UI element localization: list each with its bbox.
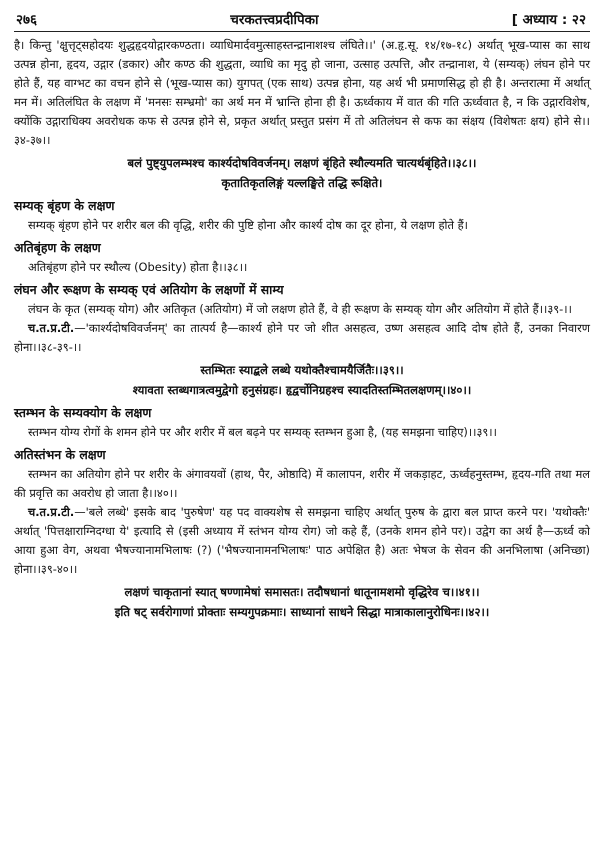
commentary-paragraph: है। किन्तु 'क्षुत्तृट्सहोदयः शुद्धहृदयोद्गारकण्ठता। व्याधिमार्दवमुत्साहस्तन्द्रानाशश्च लंघिते।।' (अ.हृ.सू. १४/१७-१८) अर्थात् भूख-प्यास का साथ उत्पन्न होना, हृदय, उद्गार (डकार) और कण्ठ की शुद्धता, व्याधि का मृदु हो जाना, उत्साह उत्पत्ति, और तन्द्रानाश, ये (सम्यक्) लंघन होने पर होते हैं, यह वाग्भट का वचन होने से (भूख-प्यास का) युगपत् (एक साथ) उत्पन्न होना, यह अर्थ भी प्रमाणसिद्ध हो ही है। अन्तरात्मा में अर्थात् मन में। अतिलंघित के लक्षण में 'मनसः सम्भ्रमो' का अर्थ मन में भ्रान्ति होना ही है। ऊर्ध्वकाय में वात की गति ऊर्ध्ववात है, न कि उद्गारविशेष, क्योंकि उद्गाराधिक्य अवरोधक कफ से उत्पन्न होने से, प्रकृत अर्थात् प्रस्तुत प्रसंग में तो अतिलंघन से कफ का संक्षय (विशेषतः क्षय) होने से।।३४-३७।। (14, 38, 590, 147)
body-paragraph: स्तम्भन योग्य रोगों के शमन होने पर और शरीर में बल बढ़ने पर सम्यक् स्तम्भन हुआ है, (यह समझना चाहिए)।।३९।। (28, 425, 497, 439)
body-paragraph: लंघन के कृत (सम्यक् योग) और अतिकृत (अतियोग) में जो लक्षण होते हैं, वे ही रूक्षण के सम्यक् योग और अतियोग में होते हैं।।३९-।। (28, 302, 572, 316)
commentary-label: च.त.प्र.टी. (28, 505, 75, 519)
book-title: चरकतत्त्वप्रदीपिका (230, 12, 319, 28)
commentary-label: च.त.प्र.टी. (28, 321, 75, 335)
header-rule (14, 31, 590, 32)
verse-line: श्यावता स्तब्धगात्रत्वमुद्वेगो हनुसंग्रहः। हृद्वर्चोनिग्रहश्च स्यादतिस्तम्भितलक्षणम्।।४०।। (132, 383, 472, 397)
section-heading: लंघन और रूक्षण के सम्यक् एवं अतियोग के लक्षणों में साम्य (14, 282, 284, 297)
body-paragraph: सम्यक् बृंहण होने पर शरीर बल की वृद्धि, शरीर की पुष्टि होना और कार्श्य दोष का दूर होना, ये लक्षण होते हैं। (28, 218, 468, 232)
page-number: २७६ (16, 12, 38, 28)
verse-38 (14, 153, 590, 193)
verse-line: बलं पुष्ट्युपलम्भश्च कार्श्यदोषविवर्जनम्। लक्षणं बृंहिते स्थौल्यमति चात्यर्थबृंहिते।।३८।। (127, 156, 477, 170)
commentary-text: —'बले लब्धे' इसके बाद 'पुरुषेण' यह पद वाक्यशेष से समझना चाहिए अर्थात् पुरुष के द्वारा बल प्राप्त करने पर। 'यथोक्तैः' अर्थात् 'पित्तक्षाराग्निदग्धा ये' इत्यादि से (इसी अध्याय में स्तंभन योग्य रोग) जो कहे हैं, (उनके शमन होने पर)। उद्वेग का अर्थ है—ऊर्ध्व को आया हुआ वेग, अथवा भैषज्यानामभिलाषः (?) ('भैषज्यानामनभिलाषः' पाठ अपेक्षित है) अतः भेषज के सेवन की अनभिलाषा (अनिच्छा) होना।।३९-४०।। (14, 505, 590, 576)
commentary-text: —'कार्श्यदोषविवर्जनम्' का तात्पर्य है—कार्श्य होने पर जो शीत असहत्व, उष्ण असहत्व आदि दोष होते हैं, उनका निवारण होना।।३८-३९-।। (14, 321, 590, 354)
body-paragraph: अतिबृंहण होने पर स्थौल्य (Obesity) होता है।।३८।। (28, 260, 248, 274)
verse-line: कृतातिकृतलिङ्गं यल्लङ्घिते तद्धि रूक्षिते। (221, 176, 383, 190)
page-header (14, 10, 590, 31)
verse-41-42 (14, 582, 590, 622)
section-heading: सम्यक् बृंहण के लक्षण (14, 198, 115, 213)
chapter-label: [ अध्याय : २२ (511, 12, 586, 28)
commentary-note (14, 503, 590, 579)
section-heading: अतिबृंहण के लक्षण (14, 240, 101, 255)
verse-line: इति षट् सर्वरोगाणां प्रोक्ताः सम्यगुपक्रमाः। साध्यानां साधने सिद्धा मात्राकालानुरोधिनः।।४२।। (114, 605, 490, 619)
verse-line: स्तम्भितः स्याद्बले लब्धे यथोक्तैश्चामयैर्जितैः।।३९।। (200, 363, 404, 377)
section-heading: अतिस्तंभन के लक्षण (14, 447, 106, 462)
verse-39-40 (14, 360, 590, 400)
body-paragraph: स्तम्भन का अतियोग होने पर शरीर के अंगावयवों (हाथ, पैर, ओष्ठादि) में कालापन, शरीर में जकड़ाहट, ऊर्ध्वहनुस्तम्भ, हृदय-गति तथा मल की प्रवृत्ति का अवरोध हो जाता है।।४०।। (14, 467, 590, 500)
commentary-note (14, 319, 590, 357)
section-heading: स्तम्भन के सम्यक्योग के लक्षण (14, 405, 152, 420)
verse-line: लक्षणं चाकृतानां स्यात् षण्णामेषां समासतः। तदौषधानां धातूनामशमो वृद्धिरेव च।।४१।। (124, 585, 480, 599)
